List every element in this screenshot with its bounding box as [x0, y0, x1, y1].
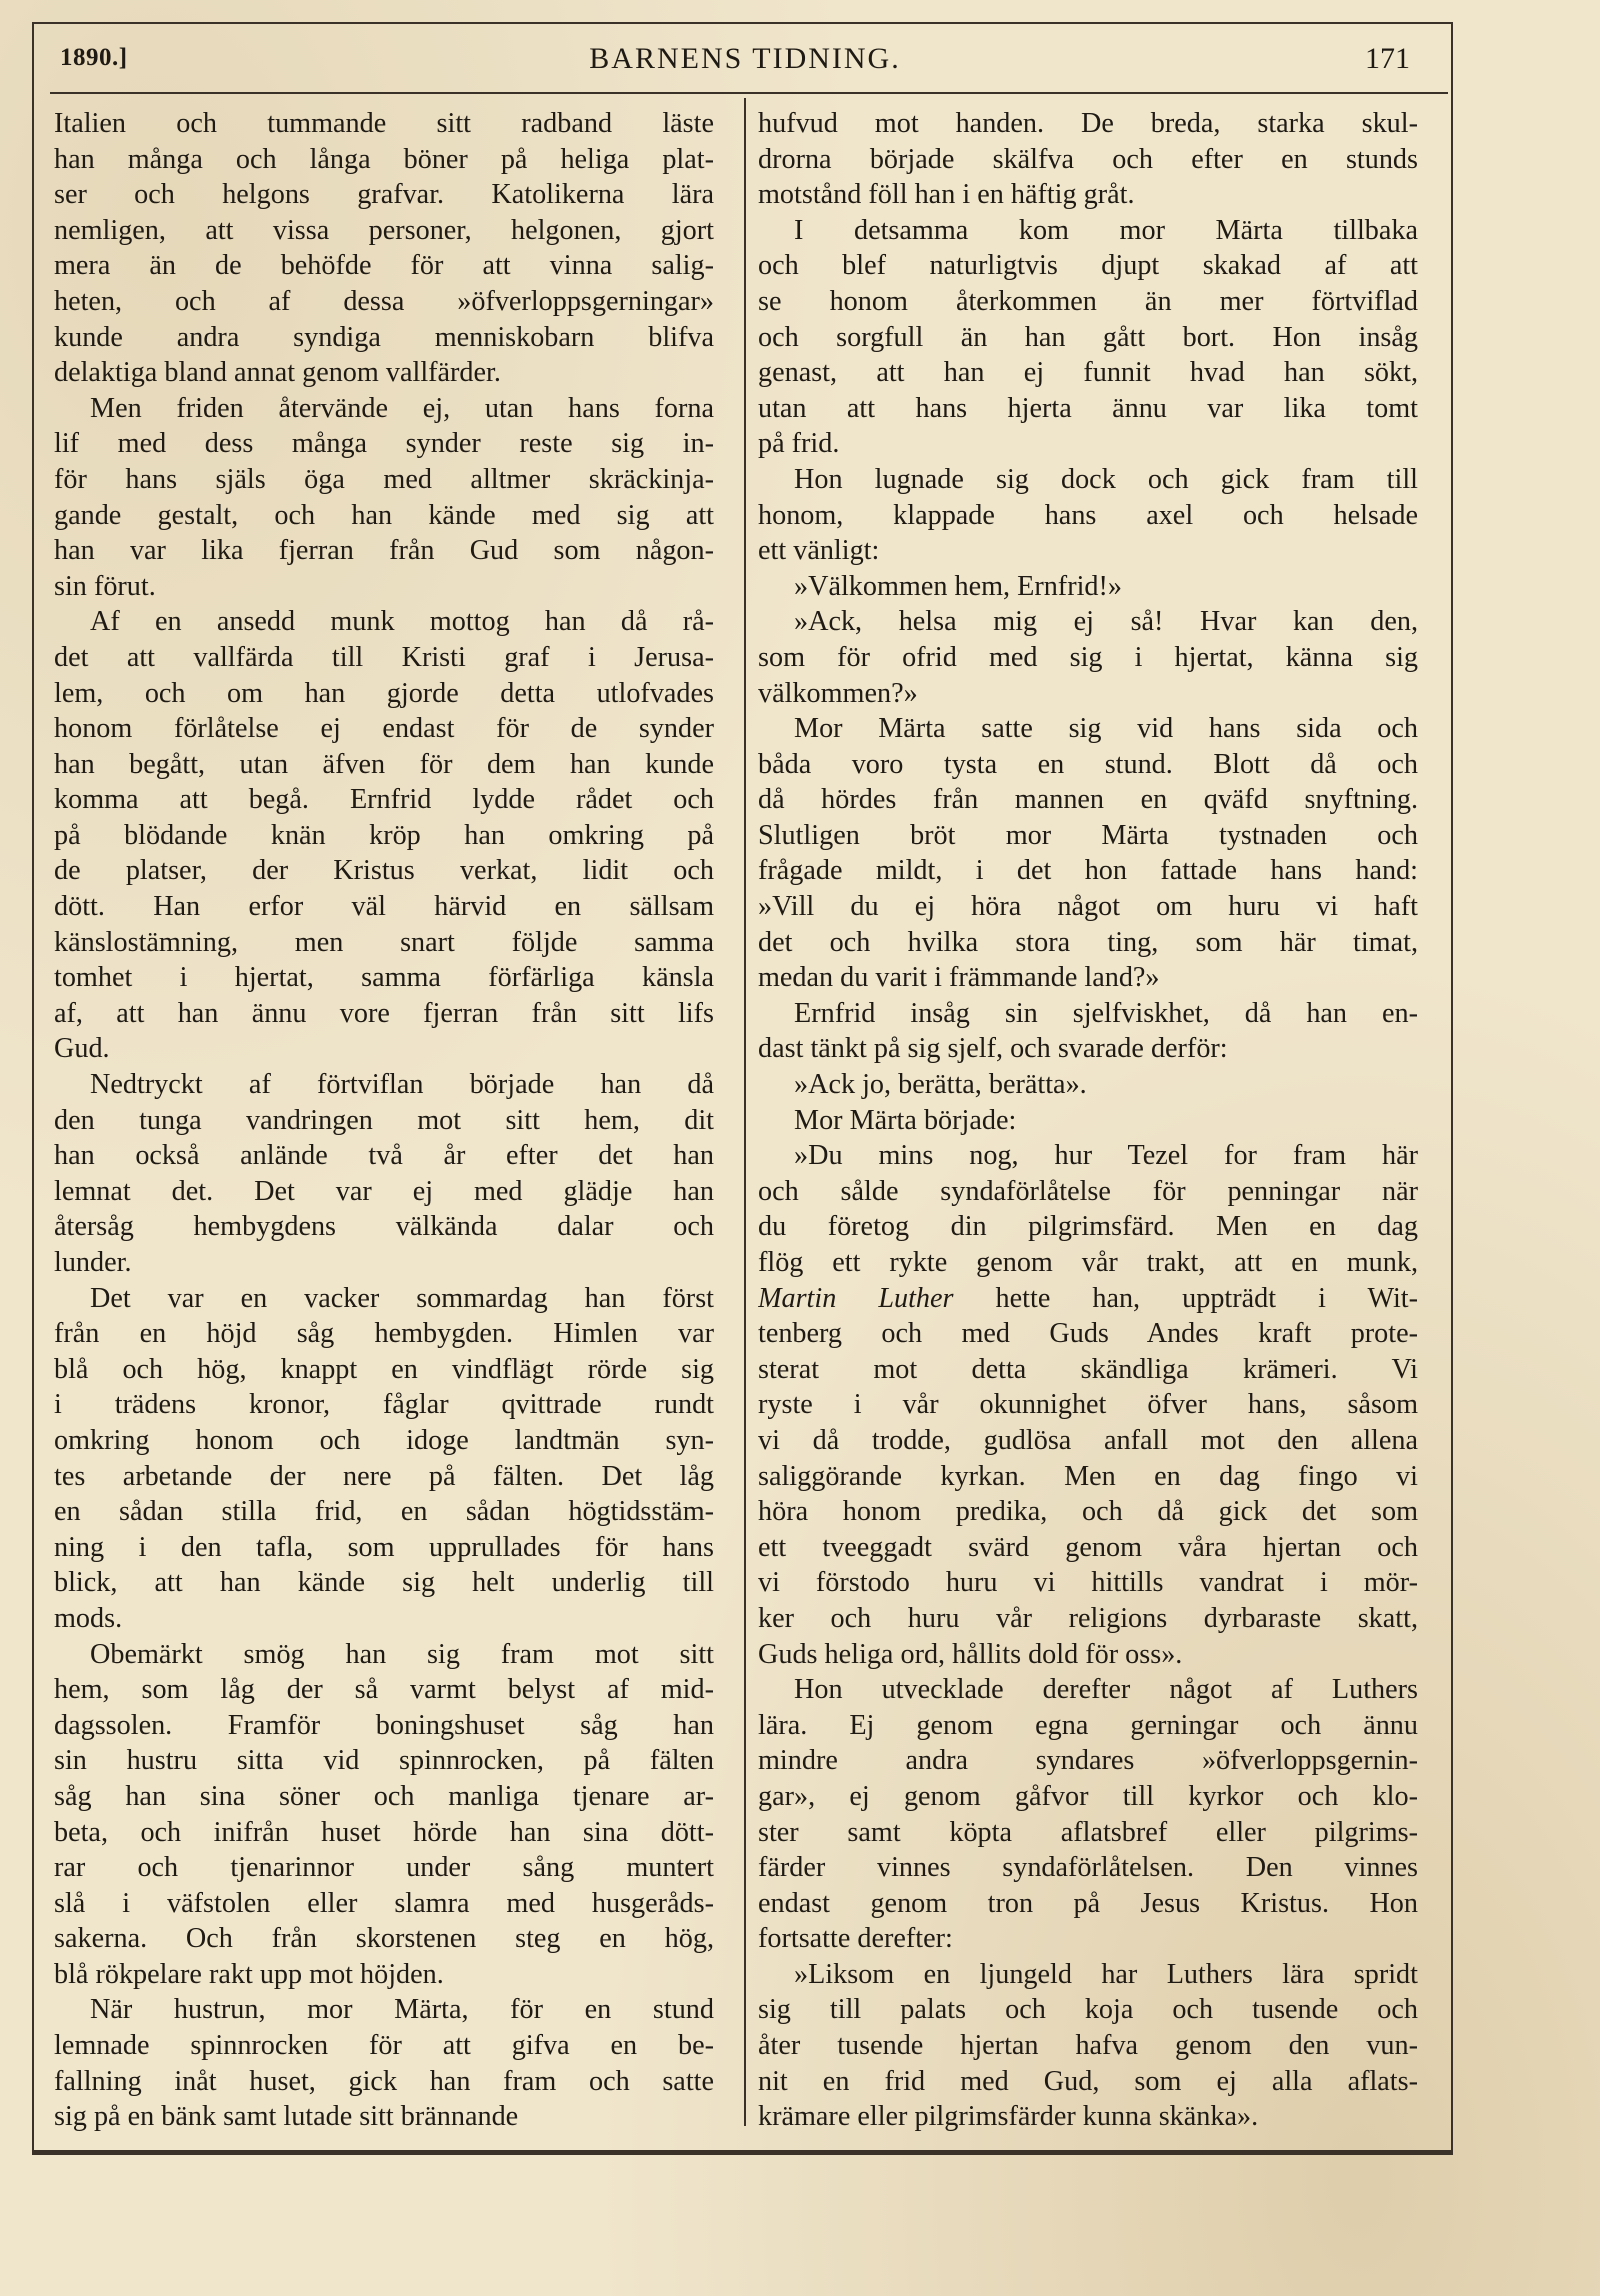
- text-line: lemnat det. Det var ej med glädje han: [54, 1175, 714, 1207]
- emphasis-name: Martin Luther: [758, 1282, 954, 1314]
- text-line: känslostämning, men snart följde samma: [54, 926, 714, 958]
- text-line: »Ack, helsa mig ej så! Hvar kan den,: [794, 606, 1418, 638]
- text-line: Hon lugnade sig dock och gick fram till: [794, 463, 1418, 495]
- text-line: och sorgfull än han gått bort. Hon insåg: [758, 321, 1418, 353]
- text-line: från en höjd såg hembygden. Himlen var: [54, 1318, 714, 1350]
- text-line: endast genom tron på Jesus Kristus. Hon: [758, 1887, 1418, 1919]
- text-line: »Liksom en ljungeld har Luthers lära spridt: [794, 1958, 1418, 1990]
- text-line: krämare eller pilgrimsfärder kunna skänka».: [758, 2101, 1259, 2133]
- text-line: och blef naturligtvis djupt skakad af att: [758, 250, 1418, 282]
- text-line: se honom återkommen än mer förtviflad: [758, 285, 1418, 317]
- text-line: nit en frid med Gud, som ej alla aflats-: [758, 2065, 1418, 2097]
- text-line: omkring honom och idoge landtmän syn-: [54, 1424, 714, 1456]
- text-line: Italien och tummande sitt radband läste: [54, 108, 714, 139]
- text-line: Mor Märta började:: [794, 1104, 1017, 1136]
- column-divider: [744, 98, 746, 2126]
- text-line: »Ack jo, berätta, berätta».: [794, 1069, 1087, 1101]
- text-line: kunde andra syndiga menniskobarn blifva: [54, 321, 714, 353]
- text-line: hufvud mot handen. De breda, starka skul-: [758, 108, 1418, 139]
- text-line: sin hustru sitta vid spinnrocken, på fälten: [54, 1745, 714, 1777]
- text-line: dast tänkt på sig sjelf, och svarade derför:: [758, 1033, 1228, 1065]
- text-line: ett tveeggadt svärd genom våra hjertan och: [758, 1531, 1418, 1563]
- text-line: fallning inåt huset, gick han fram och satte: [54, 2065, 714, 2097]
- text-line: »Du mins nog, hur Tezel for fram här: [794, 1140, 1418, 1172]
- text-line: de platser, der Kristus verkat, lidit och: [54, 855, 714, 887]
- text-line: det att vallfärda till Kristi graf i Jerusa-: [54, 641, 714, 673]
- text-line: blå rökpelare rakt upp mot höjden.: [54, 1958, 444, 1990]
- text-line: rar och tjenarinnor under sång muntert: [54, 1852, 714, 1884]
- text-line: lunder.: [54, 1247, 132, 1278]
- text-line: heten, och af dessa »öfverloppsgerningar»: [54, 285, 714, 317]
- text-line: gar», ej genom gåfvor till kyrkor och klo-: [758, 1780, 1418, 1812]
- text-line: blick, att han kände sig helt underlig till: [54, 1567, 714, 1599]
- text-line: tenberg och med Guds Andes kraft prote-: [758, 1318, 1418, 1350]
- text-line: en sådan stilla frid, en sådan högtidsstäm-: [54, 1496, 714, 1528]
- text-line: Martin Luther hette han, uppträdt i Wit-: [758, 1282, 1418, 1314]
- text-line: tomhet i hjertat, samma förfärliga känsla: [54, 962, 714, 994]
- text-line: ryste i vår okunnighet öfver hans, såsom: [758, 1389, 1418, 1421]
- text-line: på blödande knän kröp han omkring på: [54, 819, 714, 851]
- text-line: medan du varit i främmande land?»: [758, 962, 1160, 994]
- text-line: När hustrun, mor Märta, för en stund: [90, 1994, 714, 2026]
- text-line: Ernfrid insåg sin sjelfviskhet, då han en-: [794, 997, 1418, 1029]
- text-line: ser och helgons grafvar. Katolikerna lära: [54, 179, 714, 211]
- text-line: mera än de behöfde för att vinna salig-: [54, 250, 714, 282]
- text-line: ker och huru vår religions dyrbaraste skatt,: [758, 1602, 1418, 1634]
- text-line: lemnade spinnrocken för att gifva en be-: [54, 2030, 714, 2062]
- header-title: BARNENS TIDNING.: [589, 42, 901, 75]
- text-line: sin förut.: [54, 570, 156, 602]
- text-line: den tunga vandringen mot sitt hem, dit: [54, 1104, 714, 1136]
- header-page-number: 171: [1365, 42, 1410, 75]
- header-year: 1890.]: [60, 44, 128, 71]
- text-line: han begått, utan äfven för dem han kunde: [54, 748, 714, 780]
- text-line: Nedtryckt af förtviflan började han då: [90, 1069, 714, 1101]
- text-line: det och hvilka stora ting, som här timat,: [758, 926, 1418, 958]
- text-line: vi då trodde, gudlösa anfall mot den allena: [758, 1424, 1418, 1456]
- text-line: slå i väfstolen eller slamra med husgeråds-: [54, 1887, 714, 1919]
- text-line: ett vänligt:: [758, 535, 880, 567]
- text-line: i trädens kronor, fåglar qvittrade rundt: [54, 1389, 714, 1421]
- text-line: genast, att han ej funnit hvad han sökt,: [758, 357, 1418, 389]
- text-line: beta, och inifrån huset hörde han sina dött-: [54, 1816, 714, 1848]
- text-line: återsåg hembygdens välkända dalar och: [54, 1211, 714, 1243]
- text-line: båda voro tysta en stund. Blott då och: [758, 748, 1418, 780]
- text-line: I detsamma kom mor Märta tillbaka: [794, 214, 1418, 246]
- text-line: Guds heliga ord, hållits dold för oss».: [758, 1638, 1183, 1670]
- header-rule: [50, 92, 1448, 94]
- text-line: »Välkommen hem, Ernfrid!»: [794, 570, 1122, 602]
- text-line: frågade mildt, i det hon fattade hans hand:: [758, 855, 1418, 887]
- text-line: lif med dess många synder reste sig in-: [54, 428, 714, 460]
- text-line: välkommen?»: [758, 677, 918, 709]
- text-line: sakerna. Och från skorstenen steg en hög,: [54, 1923, 714, 1955]
- text-line: sig till palats och koja och tusende och: [758, 1994, 1418, 2026]
- text-line: Det var en vacker sommardag han först: [90, 1282, 714, 1314]
- text-line: såg han sina söner och manliga tjenare ar-: [54, 1780, 714, 1812]
- text-line: delaktiga bland annat genom vallfärder.: [54, 357, 501, 389]
- page-header: [60, 40, 1430, 84]
- text-line: af, att han ännu vore fjerran från sitt lifs: [54, 997, 714, 1029]
- text-line: lära. Ej genom egna gerningar och ännu: [758, 1709, 1418, 1741]
- text-line: dagssolen. Framför boningshuset såg han: [54, 1709, 714, 1741]
- text-line: fortsatte derefter:: [758, 1923, 953, 1955]
- left-column: [54, 106, 714, 2135]
- text-line: Hon utvecklade derefter något af Luthers: [794, 1674, 1418, 1706]
- text-line: utan att hans hjerta ännu var lika tomt: [758, 392, 1418, 424]
- text-line: Men friden återvände ej, utan hans forna: [90, 392, 714, 424]
- text-line: vi förstodo huru vi hittills vandrat i mör-: [758, 1567, 1418, 1599]
- text-line: hem, som låg der så varmt belyst af mid-: [54, 1674, 714, 1706]
- text-line: nemligen, att vissa personer, helgonen, gjort: [54, 214, 714, 246]
- text-line: höra honom predika, och då gick det som: [758, 1496, 1418, 1528]
- text-line: sig på en bänk samt lutade sitt brännande: [54, 2101, 519, 2133]
- text-line: lem, och om han gjorde detta utlofvades: [54, 677, 714, 709]
- text-line: drorna började skälfva och efter en stunds: [758, 143, 1418, 175]
- text-line: saliggörande kyrkan. Men en dag fingo vi: [758, 1460, 1418, 1492]
- text-line: komma att begå. Ernfrid lydde rådet och: [54, 784, 714, 816]
- text-line: Gud.: [54, 1033, 110, 1065]
- text-line: ster samt köpta aflatsbref eller pilgrims-: [758, 1816, 1418, 1848]
- text-line: Slutligen bröt mor Märta tystnaden och: [758, 819, 1418, 851]
- text-line: du företog din pilgrimsfärd. Men en dag: [758, 1211, 1418, 1243]
- text-line: flög ett rykte genom vår trakt, att en munk,: [758, 1247, 1418, 1278]
- text-line: »Vill du ej höra något om huru vi haft: [758, 891, 1418, 923]
- text-line: han också anlände två år efter det han: [54, 1140, 714, 1172]
- text-line: då hördes från mannen en qväfd snyftning.: [758, 784, 1418, 816]
- text-line: tes arbetande der nere på fälten. Det låg: [54, 1460, 714, 1492]
- text-line: motstånd föll han i en häftig gråt.: [758, 179, 1135, 211]
- text-line: blå och hög, knappt en vindflägt rörde sig: [54, 1353, 714, 1385]
- text-line: honom förlåtelse ej endast för de synder: [54, 713, 714, 745]
- text-line: för hans själs öga med alltmer skräckinja-: [54, 463, 714, 495]
- text-line: färder vinnes syndaförlåtelsen. Den vinnes: [758, 1852, 1418, 1884]
- text-line: mods.: [54, 1602, 123, 1634]
- text-line: mindre andra syndares »öfverloppsgernin-: [758, 1745, 1418, 1777]
- text-line: på frid.: [758, 428, 840, 460]
- text-line: sterat mot detta skändliga krämeri. Vi: [758, 1353, 1418, 1385]
- text-line: Af en ansedd munk mottog han då rå-: [90, 606, 714, 638]
- text-line: och sålde syndaförlåtelse för penningar när: [758, 1175, 1418, 1207]
- text-line: ning i den tafla, som upprullades för hans: [54, 1531, 714, 1563]
- text-line: dött. Han erfor väl härvid en sällsam: [54, 891, 714, 923]
- text-line: som för ofrid med sig i hjertat, känna sig: [758, 641, 1418, 673]
- text-line: åter tusende hjertan hafva genom den vun-: [758, 2030, 1418, 2062]
- right-column: [758, 106, 1418, 2135]
- text-line: Mor Märta satte sig vid hans sida och: [794, 713, 1418, 745]
- text-line: han många och långa böner på heliga plat-: [54, 143, 714, 175]
- text-line: Obemärkt smög han sig fram mot sitt: [90, 1638, 714, 1670]
- text-line: han var lika fjerran från Gud som någon-: [54, 535, 714, 567]
- text-line: honom, klappade hans axel och helsade: [758, 499, 1418, 531]
- text-line: gande gestalt, och han kände med sig att: [54, 499, 714, 531]
- bottom-rule: [32, 2150, 1452, 2152]
